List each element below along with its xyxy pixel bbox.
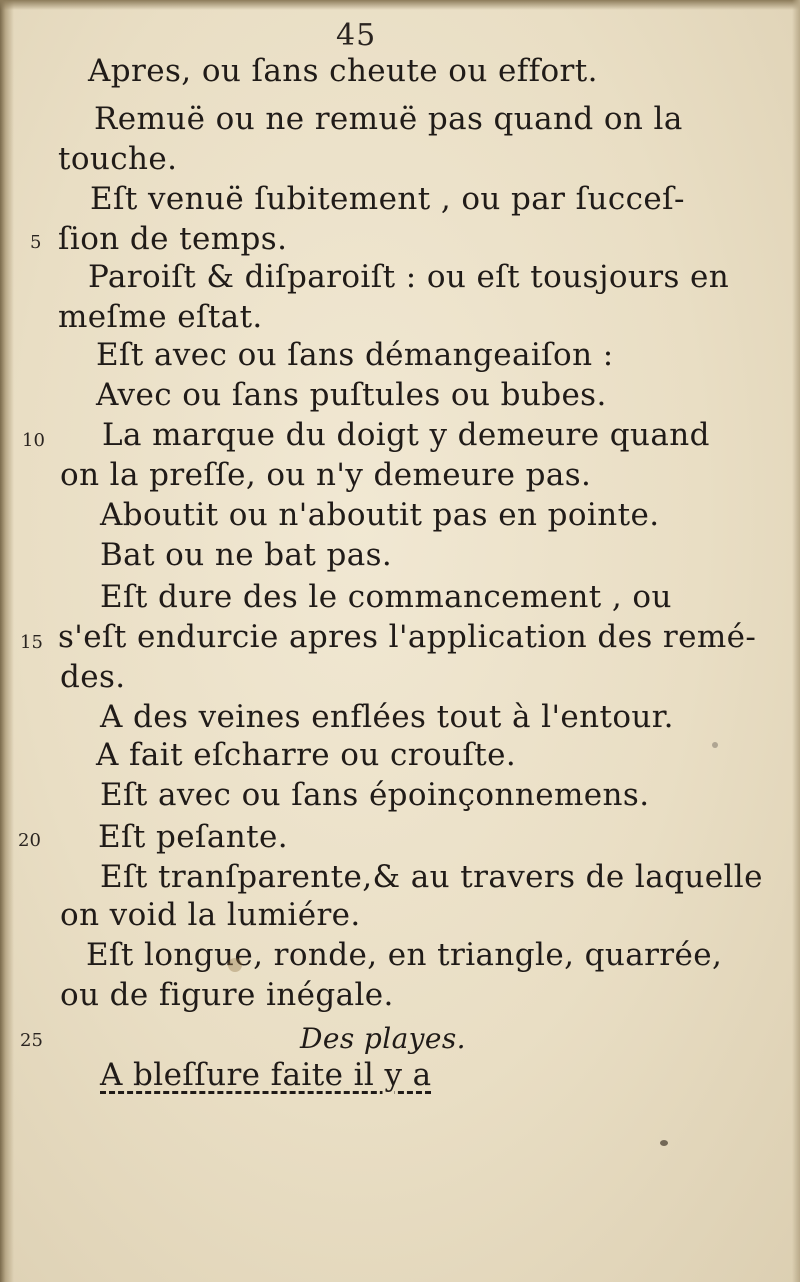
text-line: Eſt longue, ronde, en triangle, quarrée, — [86, 937, 723, 973]
text-line: on la preſſe, ou n'y demeure pas. — [60, 457, 592, 493]
ink-speck — [660, 1140, 668, 1146]
text-line: Avec ou ſans puſtules ou bubes. — [96, 377, 607, 413]
text-line: s'eſt endurcie apres l'application des remé- — [58, 619, 757, 655]
text-line: des. — [60, 659, 126, 695]
ink-stain — [228, 958, 242, 972]
text-line: La marque du doigt y demeure quand — [102, 417, 710, 453]
text-line: Eſt dure des le commancement , ou — [100, 579, 672, 615]
text-line: Paroiſt & diſparoiſt : ou eſt tousjours en — [88, 259, 730, 295]
text-line: Eſt avec ou ſans démangeaiſon : — [96, 337, 614, 373]
text-line: meſme eſtat. — [58, 299, 263, 335]
text-line: Apres, ou ſans cheute ou effort. — [88, 53, 598, 89]
margin-line-number: 10 — [22, 430, 45, 451]
text-line: touche. — [58, 141, 178, 177]
text-line: Remuë ou ne remuë pas quand on la — [94, 101, 683, 137]
text-line: A fait eſcharre ou crouſte. — [96, 737, 517, 773]
margin-line-number: 25 — [20, 1030, 43, 1051]
ink-speck — [712, 742, 718, 748]
text-line: on void la lumiére. — [60, 897, 361, 933]
binding-shadow — [0, 0, 14, 1282]
text-line: Bat ou ne bat pas. — [100, 537, 393, 573]
section-heading: Des playes. — [300, 1022, 466, 1055]
top-edge-shadow — [0, 0, 800, 10]
text-line: A bleſſure faite il y a — [100, 1057, 432, 1093]
text-line: ou de figure inégale. — [60, 977, 394, 1013]
text-line: ſion de temps. — [58, 221, 288, 257]
margin-line-number: 15 — [20, 632, 43, 653]
right-edge-shadow — [792, 0, 800, 1282]
text-line: Aboutit ou n'aboutit pas en pointe. — [100, 497, 660, 533]
text-line: Eſt avec ou ſans époinçonnemens. — [100, 777, 650, 813]
text-line: Eſt venuë ſubitement , ou par ſucceſ- — [90, 181, 685, 217]
page-number: 45 — [336, 18, 377, 53]
text-line: Eſt tranſparente,& au travers de laquelle — [100, 859, 763, 895]
margin-line-number: 20 — [18, 830, 41, 851]
text-line: A des veines enflées tout à l'entour. — [100, 699, 674, 735]
text-line: Eſt peſante. — [98, 819, 288, 855]
margin-line-number: 5 — [30, 232, 42, 253]
